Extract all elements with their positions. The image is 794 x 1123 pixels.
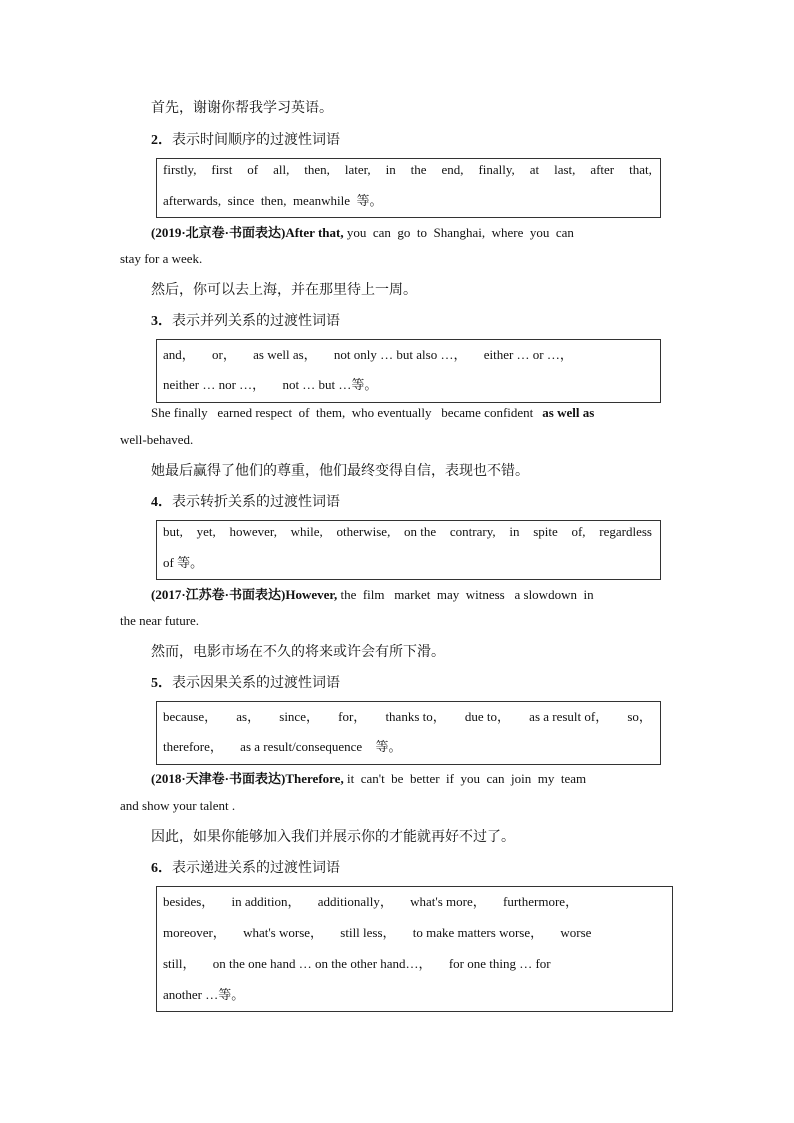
section-3-example-line-2: well-behaved. [120,432,194,447]
section-4-heading [151,491,340,511]
example-text: it can't be better if you can join my team [343,771,587,786]
word: finally, [478,162,515,177]
section-5-box-line-2 [163,736,401,755]
word: additionally， [317,894,393,909]
word: firstly, [163,162,197,177]
word: as， [236,709,261,724]
section-2-title: 表示时间顺序的过渡性词语 [172,132,340,148]
section-4-example-line-2: the near future. [120,613,200,628]
word: that, [629,162,652,177]
word: otherwise, [336,524,391,539]
word: last, [554,162,576,177]
word: either … or …， [483,347,573,362]
word: after [590,162,615,177]
section-3-box-line-1 [163,344,573,363]
example-text: you can go to Shanghai, where you can [343,225,574,240]
section-5-translation: 因此，如果你能够加入我们并展示你的才能就再好不过了。 [151,829,515,845]
section-5-number: 5． [151,676,172,691]
section-6-title: 表示递进关系的过渡性词语 [172,860,340,876]
section-3-title: 表示并列关系的过渡性词语 [172,313,340,329]
word: on the one hand … on the other hand…， [212,956,432,971]
section-5-title: 表示因果关系的过渡性词语 [172,675,340,691]
word: then, [304,162,330,177]
word: for， [338,709,367,724]
section-2-box-line-2: afterwards, since then, meanwhile 等。 [163,193,383,208]
word: spite [533,524,558,539]
word: not … but …等。 [282,377,378,392]
word: therefore， [163,739,223,754]
section-4-title: 表示转折关系的过渡性词语 [172,494,340,510]
section-4-box-line-2: of 等。 [163,555,204,570]
section-2-example-line-1 [151,222,574,241]
section-3-box-line-2 [163,374,377,393]
section-5-example-line-1 [151,768,586,787]
word: regardless [599,524,652,539]
word: besides， [163,894,215,909]
section-4-translation: 然而，电影市场在不久的将来或许会有所下滑。 [151,644,445,660]
word: in [509,524,520,539]
example-source: (2017·江苏卷·书面表达) [151,587,286,602]
word: so， [627,709,652,724]
example-source: (2018·天津卷·书面表达) [151,771,286,786]
word: of [247,162,259,177]
word: contrary, [449,524,496,539]
section-2-word-box [156,158,661,218]
section-5-box-line-1 [163,706,652,725]
section-6-number: 6． [151,861,172,876]
section-2-heading [151,129,340,149]
word: while, [290,524,323,539]
word: end, [441,162,464,177]
word: as a result/consequence [240,739,363,754]
section-5-heading [151,672,340,692]
section-4-number: 4． [151,495,172,510]
word: still， [163,956,196,971]
word: what's more， [410,894,486,909]
section-2-example-line-2: stay for a week. [120,251,203,266]
word: but, [163,524,183,539]
word: as a result of， [529,709,609,724]
section-4-example-line-1 [151,584,594,603]
word: the [410,162,427,177]
word: first [211,162,233,177]
word: still less， [340,925,396,940]
section-6-box-line-2 [163,922,591,941]
example-text: the film market may witness a slowdown in [337,587,594,602]
word: yet, [196,524,216,539]
word: what's worse， [243,925,324,940]
word: 等。 [375,739,402,754]
example-text: She finally earned respect of them, who eventually became confident [151,405,534,420]
word: because， [163,709,218,724]
example-keyword: Therefore, [285,771,344,786]
section-6-heading [151,857,340,877]
word: worse [560,925,592,940]
word: and， [163,347,195,362]
word: neither … nor …， [163,377,266,392]
section-3-example-line-1 [151,405,594,421]
word: for one thing … for [448,956,551,971]
word: later, [344,162,371,177]
word: as well as， [253,347,317,362]
word: furthermore， [503,894,579,909]
word: all, [273,162,290,177]
word: thanks to， [385,709,446,724]
word: moreover， [163,925,226,940]
section-5-word-box [156,701,661,765]
example-keyword: as well as [542,405,595,420]
section-6-box-line-4: another …等。 [163,987,245,1002]
section-6-box-line-3 [163,953,551,972]
section-2-number: 2． [151,133,172,148]
section-3-heading [151,310,340,330]
section-2-translation: 然后，你可以去上海，并在那里待上一周。 [151,282,417,298]
section-4-word-box [156,520,661,580]
word: however, [229,524,277,539]
example-keyword: After that, [285,225,344,240]
section-6-box-line-1 [163,891,578,910]
word: or， [212,347,236,362]
example-keyword: However, [285,587,338,602]
word: due to， [464,709,511,724]
word: in [385,162,396,177]
section-2-box-line-1 [163,162,652,178]
section-3-translation: 她最后赢得了他们的尊重，他们最终变得自信，表现也不错。 [151,463,529,479]
section-5-example-line-2: and show your talent . [120,798,236,813]
section-6-word-box [156,886,673,1012]
word: on the [404,524,437,539]
word: to make matters worse， [412,925,544,940]
word: of, [571,524,586,539]
section-3-number: 3． [151,314,172,329]
section-3-word-box [156,339,661,403]
intro-translation: 首先，谢谢你帮我学习英语。 [151,100,333,116]
section-4-box-line-1 [163,524,652,540]
word: at [529,162,540,177]
word: in addition， [231,894,301,909]
word: since， [279,709,319,724]
example-source: (2019·北京卷·书面表达) [151,225,286,240]
word: not only … but also …， [333,347,467,362]
